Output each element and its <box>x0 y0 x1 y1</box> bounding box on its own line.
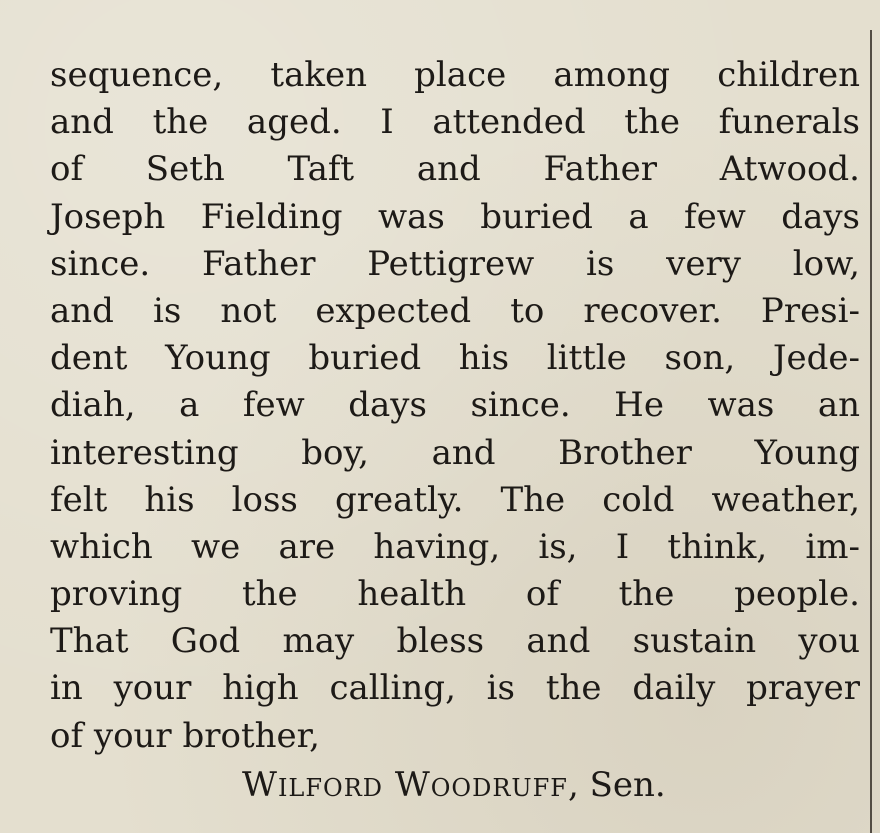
closing-line: of your brother, <box>50 715 320 756</box>
text-line: Joseph Fielding was buried a few days <box>50 196 860 237</box>
text-line: proving the health of the people. <box>50 574 860 615</box>
text-line: and the aged. I attended the funerals <box>50 102 860 143</box>
text-line: sequence, taken place among children <box>50 55 860 95</box>
letter-body <box>50 52 860 760</box>
text-line: That God may bless and sustain you <box>50 621 860 662</box>
signature-suffix: , Sen. <box>567 765 666 805</box>
text-line: dent Young buried his little son, Jede- <box>50 338 860 379</box>
text-line: felt his loss greatly. The cold weather, <box>50 479 860 520</box>
text-line: interesting boy, and Brother Young <box>50 432 860 473</box>
text-line: of Seth Taft and Father Atwood. <box>50 149 860 190</box>
text-line: which we are having, is, I think, im- <box>50 526 860 567</box>
text-line: and is not expected to recover. Presi- <box>50 290 860 331</box>
text-line: since. Father Pettigrew is very low, <box>50 243 860 284</box>
column-divider <box>870 30 872 833</box>
signature <box>242 762 666 809</box>
text-line: in your high calling, is the daily prayer <box>50 668 860 709</box>
signature-name: Wilford Woodruff <box>242 765 568 805</box>
text-line: diah, a few days since. He was an <box>50 385 860 426</box>
